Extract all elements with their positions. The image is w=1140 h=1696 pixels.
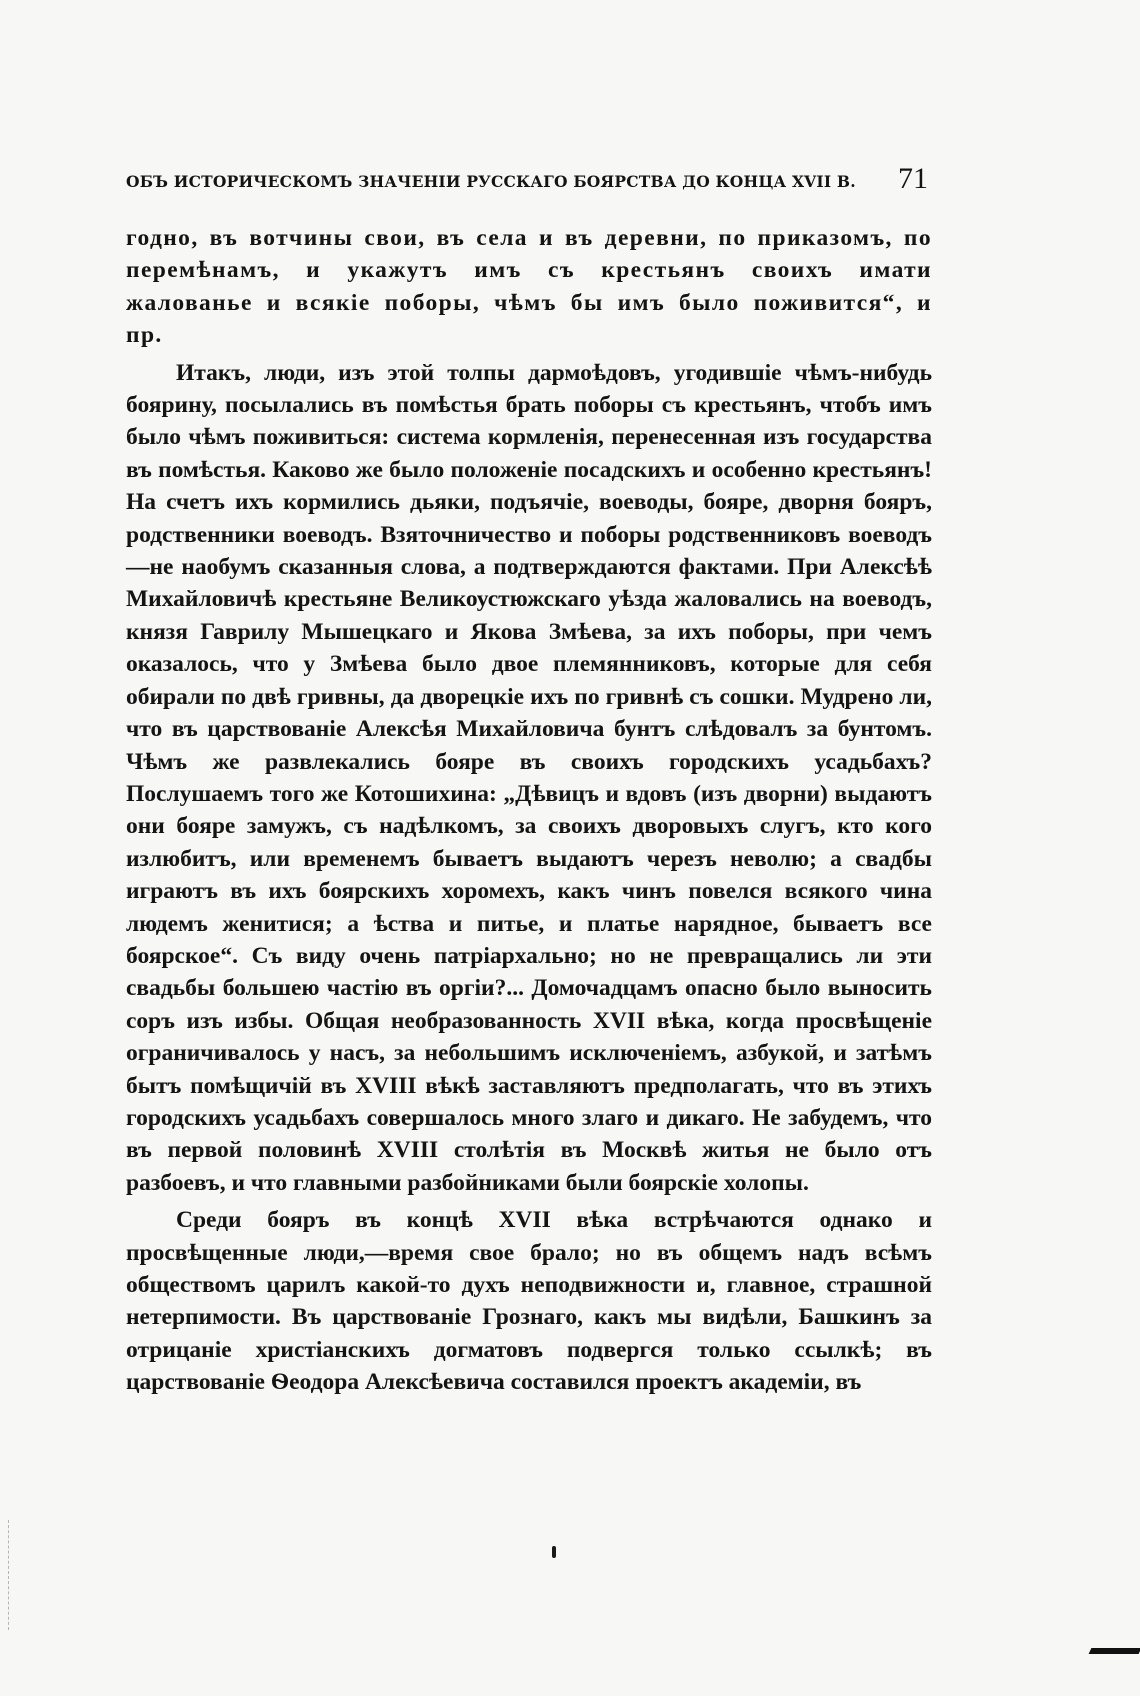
paragraph-parasites: Итакъ, люди, изъ этой толпы дармоѣдовъ, угодившіе чѣмъ-нибудь боярину, посылались въ помѣстья брать поборы съ крестьянъ, чтобъ имъ было чѣмъ поживиться: система кормленія, перенесенная изъ государства въ помѣстья. Каково же было положеніе посадскихъ и особенно крестьянъ! На счетъ ихъ кормились дьяки, подъячіе, воеводы, бояре, дворня бояръ, родственники воеводъ. Взяточничество и поборы родственниковъ воеводъ—не наобумъ сказанныя слова, а подтверждаются фактами. При Алексѣѣ Михайловичѣ крестьяне Великоустюжскаго уѣзда жаловались на воеводъ, князя Гаврилу Мышецкаго и Якова Змѣева, за ихъ поборы, при чемъ оказалось, что у Змѣева было двое племянниковъ, которые для себя обирали по двѣ гривны, да дворецкіе ихъ по гривнѣ съ сошки. Мудрено ли, что въ царствованіе Алексѣя Михайловича бунтъ слѣдовалъ за бунтомъ. Чѣмъ же развлекались бояре въ своихъ городскихъ усадьбахъ? Послушаемъ того же Котошихина: „Дѣвицъ и вдовъ (изъ дворни) выдаютъ они бояре замужъ, съ надѣлкомъ, за своихъ дворовыхъ слугъ, кто кого излюбитъ, или временемъ бываетъ выдаютъ черезъ неволю; а свадбы играютъ въ ихъ боярскихъ хоромехъ, какъ чинъ повелся всякого чина людемъ женитися; а ѣства и питье, и платье нарядное, бываетъ все боярское“. Съ виду очень патріархально; но не превращались ли эти свадьбы большею частію въ оргіи?... Домочадцамъ опасно было выносить соръ изъ избы. Общая необразованность XVII вѣка, когда просвѣщеніе ограничивалось у насъ, за небольшимъ исключеніемъ, азбукой, и затѣмъ бытъ помѣщичій въ XVIII вѣкѣ заставляютъ предполагать, что въ этихъ городскихъ усадьбахъ совершалось много злаго и дикаго. Не забудемъ, что въ первой половинѣ XVIII столѣтія въ Москвѣ житья не было отъ разбоевъ, и что главными разбойниками были боярскіе холопы. [126, 359, 932, 1196]
page-header [126, 160, 926, 200]
scan-corner-mark [1089, 1648, 1140, 1654]
page-number: 71 [898, 162, 928, 195]
page-body [126, 222, 932, 1399]
paragraph-quote-continuation: годно, въ вотчины свои, въ села и въ деревни, по приказомъ, по перемѣнамъ, и укажутъ имъ съ крестьянъ своихъ имати жалованье и всякіе поборы, чѣмъ бы имъ было поживится“, и пр. [126, 225, 932, 349]
running-title: ОБЪ ИСТОРИЧЕСКОМЪ ЗНАЧЕНІИ РУССКАГО БОЯРСТВА ДО КОНЦА XVII В. [126, 172, 856, 191]
paragraph-enlightened-boyars: Среди бояръ въ концѣ XVII вѣка встрѣчаются однако и просвѣщенные люди,—время свое брало; но въ общемъ надъ всѣмъ обществомъ царилъ какой-то духъ неподвижности и, главное, страшной нетерпимости. Въ царствованіе Грознаго, какъ мы видѣли, Башкинъ за отрицаніе христіанскихъ догматовъ подвергся только ссылкѣ; въ царствованіе Ѳеодора Алексѣевича составился проектъ академіи, въ [126, 1207, 932, 1396]
scan-edge-line [8, 1520, 9, 1630]
ink-speck [552, 1546, 556, 1558]
